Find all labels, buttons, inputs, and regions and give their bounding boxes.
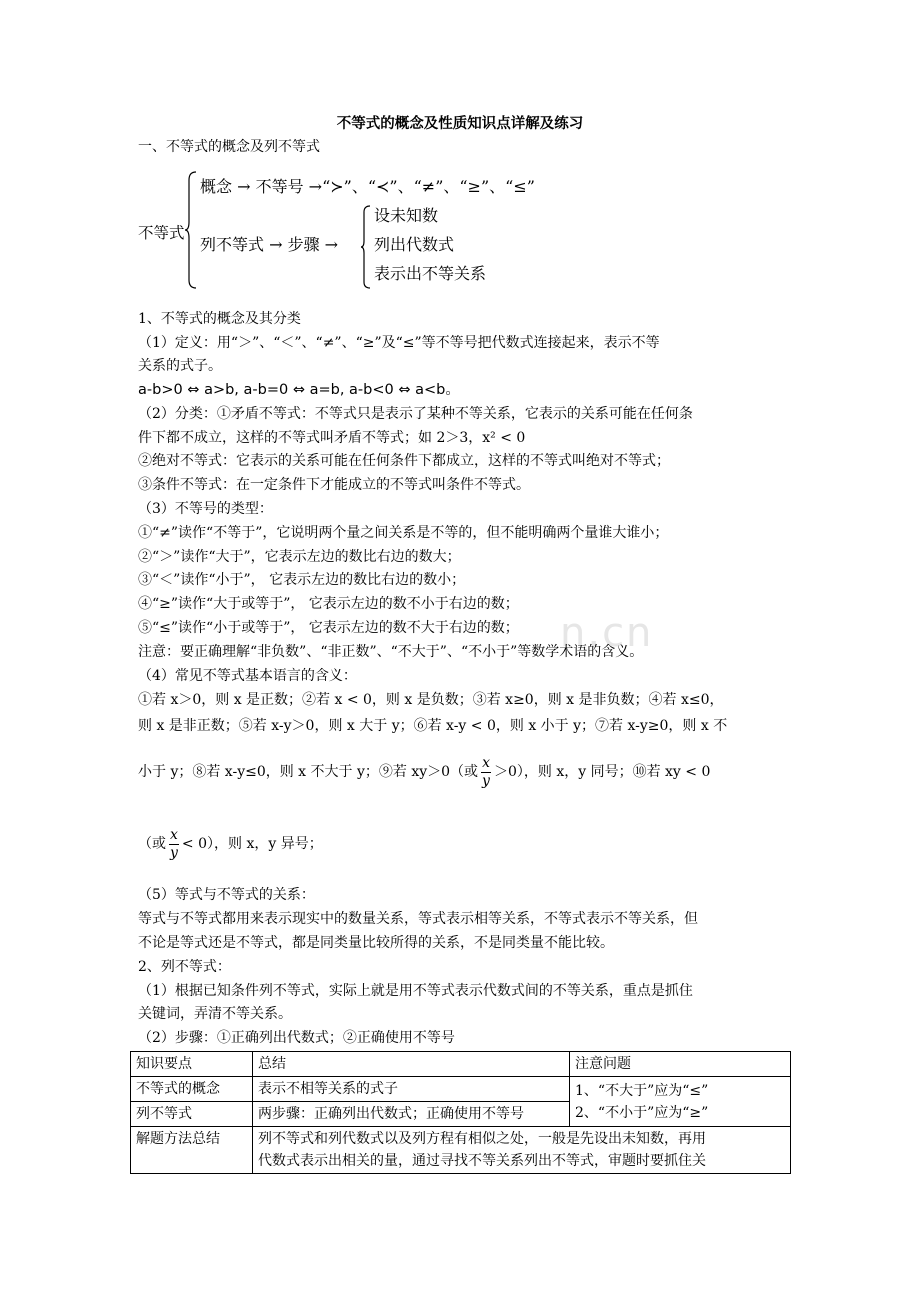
table-cell: 两步骤：正确列出代数式；正确使用不等号	[253, 1102, 570, 1127]
paragraph-line: （3）不等号的类型：	[138, 501, 273, 517]
paragraph-line: 关系的式子。	[138, 358, 222, 374]
paragraph-line: （4）常见不等式基本语言的含义：	[138, 668, 357, 684]
document-title: 不等式的概念及性质知识点详解及练习	[336, 115, 584, 132]
note-line: 1、“不大于”应为“≤”	[575, 1082, 709, 1099]
table-cell-merged	[253, 1127, 791, 1174]
table-header-row	[131, 1052, 791, 1077]
table-row	[131, 1077, 791, 1102]
paragraph-line: 关键词，弄清不等关系。	[138, 1006, 292, 1022]
paragraph-line: 件下都不成立，这样的不等式叫矛盾不等式；如 2＞3，x² < 0	[138, 430, 526, 446]
table-note-cell	[570, 1077, 791, 1127]
steps-brace-icon	[360, 204, 372, 290]
paragraph-line: 则 x 是非正数；⑤若 x-y＞0，则 x 大于 y；⑥若 x-y < 0，则 x 小于 y；⑦若 x-y≥0，则 x 不	[138, 718, 728, 734]
fraction-denominator: y	[482, 772, 490, 789]
fraction-numerator: x	[170, 826, 178, 843]
cell-line: 列不等式和列代数式以及列方程有相似之处，一般是先设出未知数，再用	[258, 1131, 706, 1147]
paragraph-line: ②“＞”读作“大于”，它表示左边的数比右边的数大；	[138, 549, 461, 565]
paragraph-line: （1）定义：用“＞”、“＜”、“≠”、“≥”及“≤”等不等号把代数式连接起来，表示不等	[138, 335, 660, 351]
text-segment: ＞0），则 x，y 同号；⑩若 xy < 0	[493, 764, 711, 780]
table-cell: 不等式的概念	[131, 1077, 253, 1102]
watermark: n.cn	[560, 610, 654, 656]
paragraph-line: （2）步骤：①正确列出代数式；②正确使用不等号	[138, 1030, 455, 1046]
diagram-root-label: 不等式	[138, 224, 185, 242]
table-cell: 表示不相等关系的式子	[253, 1077, 570, 1102]
table-cell: 解题方法总结	[131, 1127, 253, 1174]
paragraph-line: ③“＜”读作“小于”， 它表示左边的数比右边的数小；	[138, 572, 466, 588]
fraction-x-over-y	[481, 755, 491, 790]
list-inequality-row: 列不等式 → 步骤 →	[200, 235, 339, 254]
step-item: 表示出不等关系	[374, 264, 487, 283]
cell-line: 代数式表示出相关的量，通过寻找不等关系列出不等式，审题时要抓住关	[258, 1153, 706, 1169]
paragraph-line: 注意：要正确理解“非负数”、“非正数”、“不大于”、“不小于”等数学术语的含义。	[138, 644, 644, 660]
paragraph-line: 等式与不等式都用来表示现实中的数量关系，等式表示相等关系，不等式表示不等关系，但	[138, 911, 698, 927]
paragraph-line-with-fraction	[138, 824, 788, 864]
step-item: 设未知数	[374, 206, 439, 225]
paragraph-line: ⑤“≤”读作“小于或等于”， 它表示左边的数不大于右边的数；	[138, 620, 519, 636]
paragraph-line: 1、不等式的概念及其分类	[138, 311, 301, 327]
paragraph-line: 不论是等式还是不等式，都是同类量比较所得的关系，不是同类量不能比较。	[138, 935, 614, 951]
summary-table	[130, 1051, 791, 1174]
text-segment: （或	[138, 836, 166, 852]
paragraph-line: （5）等式与不等式的关系：	[138, 887, 315, 903]
table-header-cell: 注意问题	[570, 1052, 791, 1077]
table-cell: 列不等式	[131, 1102, 253, 1127]
paragraph-line: ①若 x＞0，则 x 是正数；②若 x < 0，则 x 是负数；③若 x≥0，则 x 是非负数；④若 x≤0，	[138, 692, 724, 708]
paragraph-line: ②绝对不等式：它表示的关系可能在任何条件下都成立，这样的不等式叫绝对不等式；	[138, 453, 670, 469]
paragraph-line: ③条件不等式：在一定条件下才能成立的不等式叫条件不等式。	[138, 477, 530, 493]
table-row	[131, 1127, 791, 1174]
note-line: 2、“不小于”应为“≥”	[575, 1104, 709, 1121]
equivalence-line: a-b>0 ⇔ a>b, a-b=0 ⇔ a=b, a-b<0 ⇔ a<b。	[138, 382, 460, 398]
table-header-cell: 总结	[253, 1052, 570, 1077]
fraction-x-over-y	[169, 827, 179, 862]
fraction-denominator: y	[169, 844, 178, 861]
paragraph-line: （1）根据已知条件列不等式，实际上就是用不等式表示代数式间的不等关系，重点是抓住	[138, 983, 693, 999]
paragraph-line: （2）分类：①矛盾不等式：不等式只是表示了某种不等关系，它表示的关系可能在任何条	[138, 406, 693, 422]
text-segment: 小于 y；⑧若 x-y≤0，则 x 不大于 y；⑨若 xy＞0（或	[138, 764, 479, 780]
paragraph-line: ①“≠”读作“不等于”，它说明两个量之间关系是不等的，但不能明确两个量谁大谁小；	[138, 525, 669, 541]
step-item: 列出代数式	[374, 235, 455, 254]
paragraph-line: ④“≥”读作“大于或等于”， 它表示左边的数不小于右边的数；	[138, 596, 519, 612]
text-segment: < 0），则 x，y 异号；	[181, 836, 323, 852]
paragraph-line: 2、列不等式：	[138, 959, 231, 975]
concept-row: 概念 → 不等号 →“≻”、“≺”、“≠”、“≥”、“≤”	[200, 177, 535, 196]
section-heading: 一、不等式的概念及列不等式	[138, 139, 320, 155]
fraction-numerator: x	[482, 754, 490, 771]
paragraph-line-with-fraction	[138, 752, 788, 792]
table-header-cell: 知识要点	[131, 1052, 253, 1077]
main-brace-icon	[184, 170, 198, 290]
